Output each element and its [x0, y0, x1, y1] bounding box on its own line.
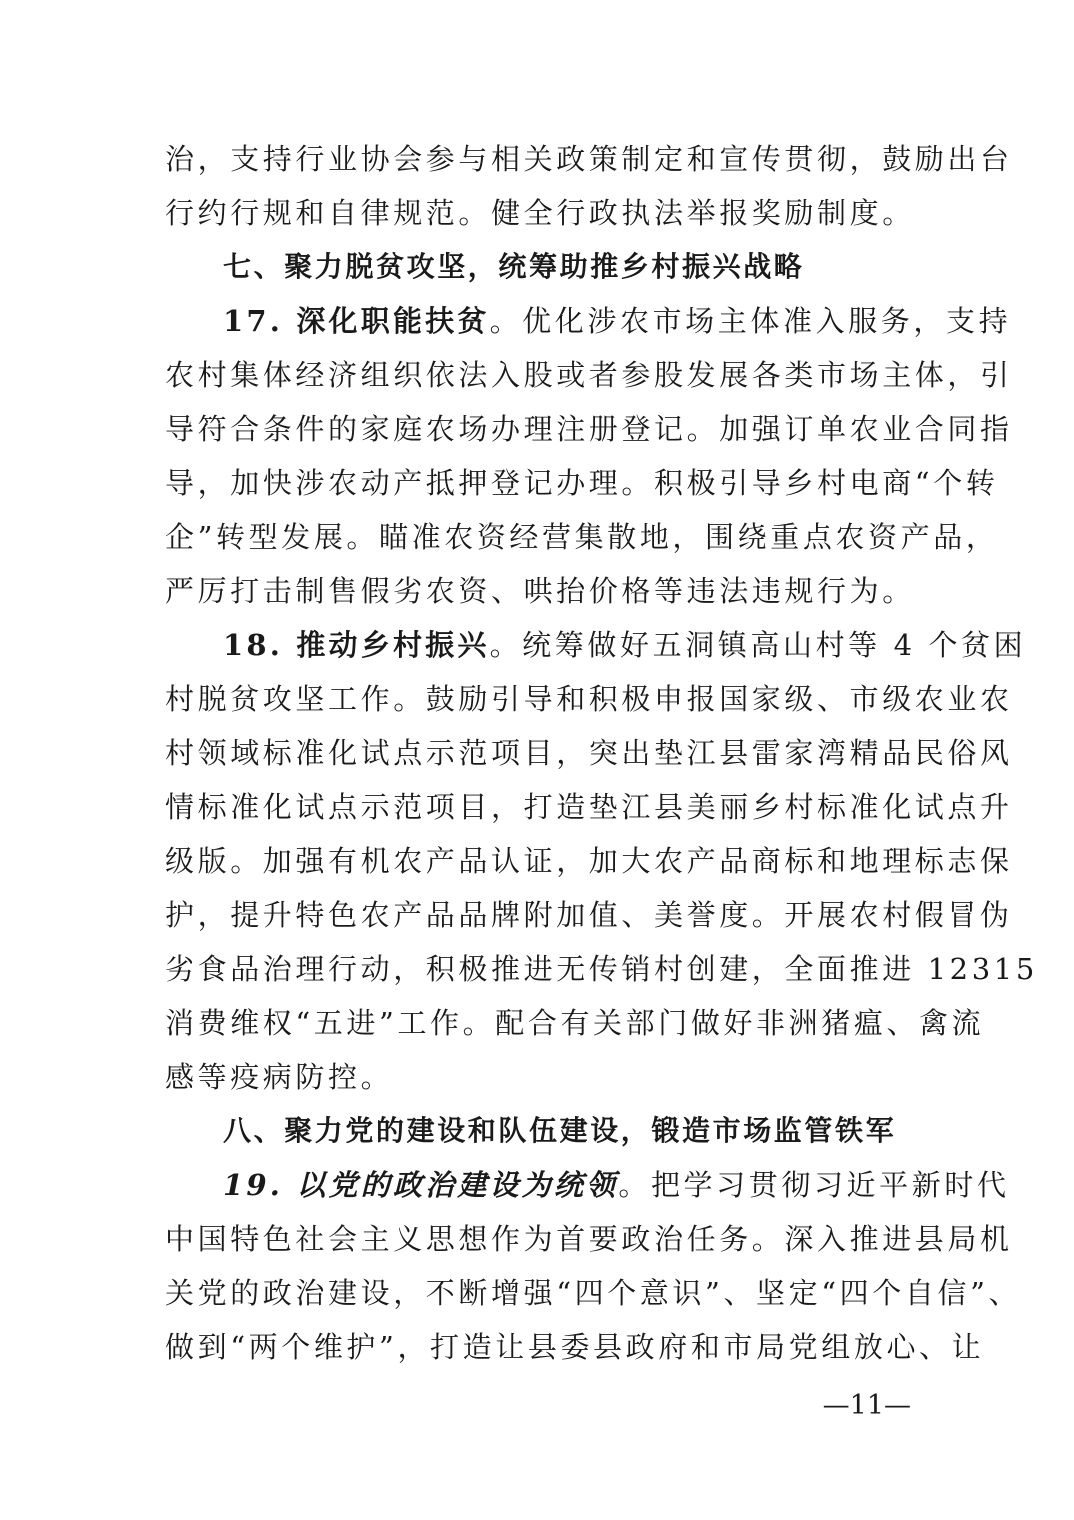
paragraph-19-lead: 19. 以党的政治建设为统领 [223, 1168, 619, 1202]
body-line: 农村集体经济组织依法入股或者参股发展各类市场主体，引 [165, 358, 1013, 392]
body-line: 护，提升特色农产品品牌附加值、美誉度。开展农村假冒伪 [165, 898, 1013, 932]
paragraph-18-first-rest: 。统筹做好五洞镇高山村等 4 个贫困 [489, 628, 1027, 662]
body-line: 严厉打击制售假劣农资、哄抬价格等违法违规行为。 [165, 574, 915, 608]
paragraph-17-first-rest: 。优化涉农市场主体准入服务，支持 [489, 304, 1012, 338]
body-line: 消费维权“五进”工作。配合有关部门做好非洲猪瘟、禽流 [165, 1006, 985, 1040]
paragraph-19-first-rest: 。把学习贯彻习近平新时代 [618, 1168, 1010, 1202]
paragraph-17-first-line [165, 294, 1012, 348]
body-line: 中国特色社会主义思想作为首要政治任务。深入推进县局机 [165, 1222, 1013, 1256]
body-line: 行约行规和自律规范。健全行政执法举报奖励制度。 [165, 196, 915, 230]
paragraph-17-lead: 17. 深化职能扶贫 [223, 304, 490, 338]
body-line: 劣食品治理行动，积极推进无传销村创建，全面推进 12315 [165, 952, 1038, 986]
body-line: 导符合条件的家庭农场办理注册登记。加强订单农业合同指 [165, 412, 1013, 446]
body-line: 村脱贫攻坚工作。鼓励引导和积极申报国家级、市级农业农 [165, 682, 1013, 716]
section-heading-8: 八、聚力党的建设和队伍建设，锻造市场监管铁军 [223, 1114, 897, 1147]
body-line: 做到“两个维护”，打造让县委县政府和市局党组放心、让 [165, 1330, 985, 1364]
paragraph-18-lead: 18. 推动乡村振兴 [223, 628, 490, 662]
body-line: 关党的政治建设，不断增强“四个意识”、坚定“四个自信”、 [165, 1276, 1022, 1310]
paragraph-19-first-line [165, 1158, 1010, 1212]
body-line: 感等疫病防控。 [165, 1060, 394, 1094]
body-line: 导，加快涉农动产抵押登记办理。积极引导乡村电商“个转 [165, 466, 999, 500]
body-line: 级版。加强有机农产品认证，加大农产品商标和地理标志保 [165, 844, 1013, 878]
body-line: 治，支持行业协会参与相关政策制定和宣传贯彻，鼓励出台 [165, 142, 1013, 176]
body-line: 企”转型发展。瞄准农资经营集散地，围绕重点农资产品， [165, 520, 999, 554]
paragraph-18-first-line [165, 618, 1027, 672]
document-page-body [165, 132, 1038, 1374]
page-number: —11— [822, 1390, 911, 1421]
section-heading-7: 七、聚力脱贫攻坚，统筹助推乡村振兴战略 [223, 250, 805, 283]
body-line: 村领域标准化试点示范项目，突出垫江县雷家湾精品民俗风 [165, 736, 1013, 770]
body-line: 情标准化试点示范项目，打造垫江县美丽乡村标准化试点升 [165, 790, 1013, 824]
